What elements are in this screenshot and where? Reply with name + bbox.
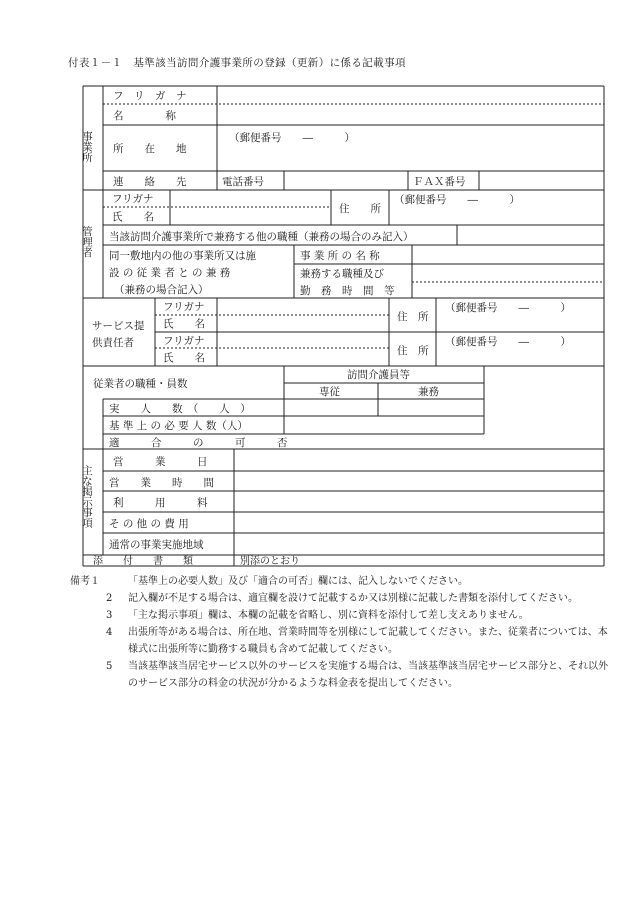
provider-section-label-2: 供責任者 xyxy=(92,337,134,349)
other-costs-label: そ の 他 の 費 用 xyxy=(109,518,189,530)
remark-text: 出張所等がある場合は、所在地、営業時間等を別様にして記載してください。また、従業者については、本様式に出張所等に勤務する職員も含めて記載してください。 xyxy=(128,627,608,655)
manager-postal-code[interactable]: （郵便番号 ― ） xyxy=(394,194,520,206)
staff-header: 従業者の職種・員数 xyxy=(93,378,188,390)
manager-section xyxy=(81,190,604,298)
provider1-address-label: 住 所 xyxy=(397,311,429,323)
actual-count-label: 実 人 数 （ 人 ） xyxy=(109,403,251,415)
service-area-label: 通常の事業実施地域 xyxy=(109,539,204,551)
fulltime-header: 専従 xyxy=(319,386,340,398)
parttime-header: 兼務 xyxy=(418,386,439,398)
same-site-concurrent-line1: 同一敷地内の他の事業所又は施 xyxy=(109,250,256,262)
other-office-name-label: 事 業 所 の 名 称 xyxy=(300,250,380,262)
provider2-name-label: 氏 名 xyxy=(163,352,205,364)
office-address-label: 所 在 地 xyxy=(113,143,187,155)
office-postal-code[interactable]: （郵便番号 ― ） xyxy=(229,132,355,144)
attachments-value: 別添のとおり xyxy=(240,556,300,567)
form-title: 付表１－１ 基準該当訪問介護事業所の登録（更新）に係る記載事項 xyxy=(68,57,406,69)
service-provider-section xyxy=(83,298,604,366)
concurrent-duty-label-1: 兼務する職種及び xyxy=(300,268,384,280)
same-site-concurrent-line2: 設 の 従 業 者 と の 兼 務 xyxy=(109,267,231,279)
provider-section-label-1: サービス提 xyxy=(92,320,145,332)
remark-item xyxy=(70,658,610,692)
fees-label: 利 用 料 xyxy=(113,497,208,509)
suitability-label: 適 合 の 可 否 xyxy=(109,437,288,449)
business-days-label: 営 業 日 xyxy=(113,456,208,468)
staff-section xyxy=(83,366,604,449)
notices-section-label: 主な掲示事項 xyxy=(81,465,93,528)
remark-text: 「基準上の必要人数」及び「適合の可否」欄には、記入しないでください。 xyxy=(128,576,468,587)
remarks xyxy=(70,573,610,692)
business-hours-label: 営 業 時 間 xyxy=(109,477,214,489)
office-name-label: 名 称 xyxy=(113,110,176,122)
provider1-name-label: 氏 名 xyxy=(163,318,205,330)
provider1-postal-code[interactable]: （郵便番号 ― ） xyxy=(445,302,571,314)
provider1-furigana-label: フリガナ xyxy=(163,301,205,313)
office-contact-label: 連 絡 先 xyxy=(113,176,187,188)
remark-item xyxy=(70,573,610,590)
same-site-concurrent-line3: （兼務の場合記入） xyxy=(114,284,209,296)
office-furigana-label: フ リ ガ ナ xyxy=(113,90,187,102)
manager-concurrent-note: 当該訪問介護事業所で兼務する他の職種（兼務の場合のみ記入） xyxy=(109,231,414,243)
office-phone-label: 電話番号 xyxy=(222,176,264,188)
remark-text: 記入欄が不足する場合は、適宜欄を設けて記載するか又は別様に記載した書類を添付してください。 xyxy=(128,593,578,604)
remark-number: 5 xyxy=(106,661,113,672)
remark-number: 4 xyxy=(106,627,113,638)
manager-name-label: 氏 名 xyxy=(112,211,154,223)
attachments-label: 添 付 書 類 xyxy=(93,556,193,567)
remark-label: 備考１ xyxy=(70,576,100,587)
provider2-postal-code[interactable]: （郵便番号 ― ） xyxy=(445,336,571,348)
remark-number: 3 xyxy=(106,610,113,621)
office-section xyxy=(81,86,604,566)
concurrent-duty-label-2: 勤 務 時 間 等 xyxy=(300,285,395,297)
remark-item xyxy=(70,590,610,607)
remark-number: 2 xyxy=(106,593,113,604)
remark-text: 「主な掲示事項」欄は、本欄の記載を省略し、別に資料を添付して差し支えありません。 xyxy=(128,610,529,621)
notices-section xyxy=(81,449,604,567)
provider2-address-label: 住 所 xyxy=(397,345,429,357)
manager-furigana-label: フリガナ xyxy=(112,193,154,205)
provider2-furigana-label: フリガナ xyxy=(163,335,205,347)
manager-section-label: 管理者 xyxy=(81,226,93,258)
remark-text: 当該基準該当居宅サービス以外のサービスを実施する場合は、当該基準該当居宅サービス部分と、それ以外のサービス部分の料金の状況が分かるような料金表を提出してください。 xyxy=(128,661,608,689)
remark-item xyxy=(70,607,610,624)
office-section-label: 事業所 xyxy=(81,131,93,163)
required-count-label: 基 準 上 の 必 要 人 数（人） xyxy=(109,420,248,432)
manager-address-label: 住 所 xyxy=(339,203,381,215)
home-helper-header: 訪問介護員等 xyxy=(347,369,410,381)
office-fax-label: ＦＡＸ番号 xyxy=(413,176,466,188)
remark-item xyxy=(70,624,610,658)
